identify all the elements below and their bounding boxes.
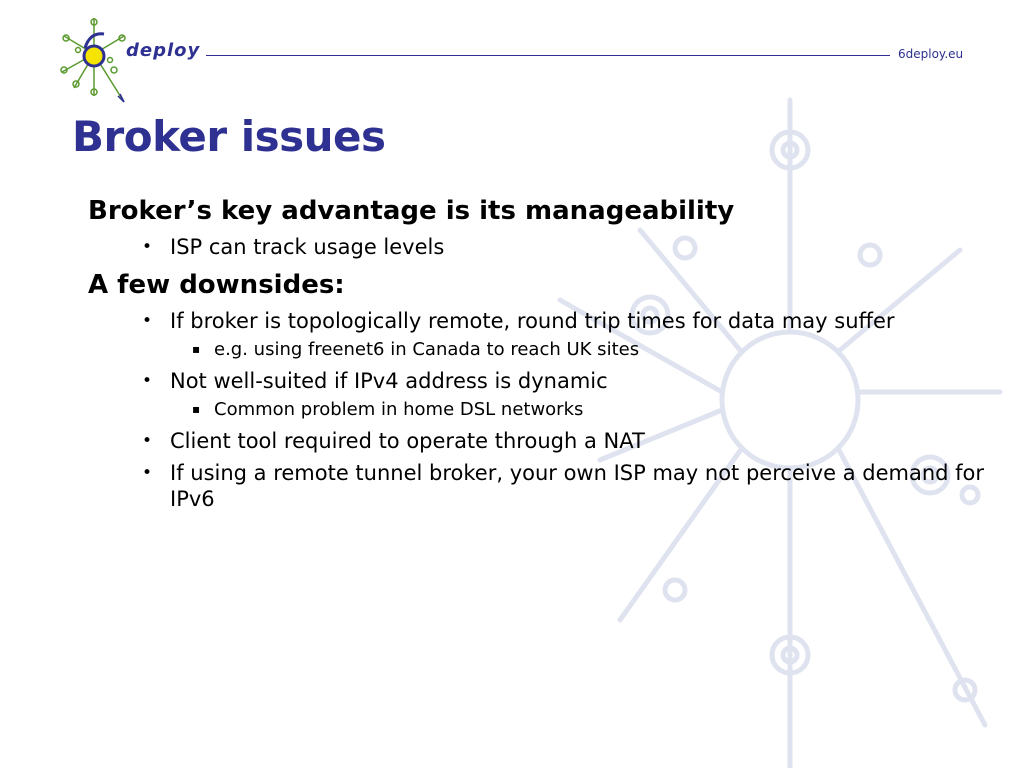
- bullet-item: [88, 234, 988, 260]
- heading-key-advantage: Broker’s key advantage is its manageability: [88, 196, 735, 226]
- bullet-text: Client tool required to operate through a NAT: [170, 429, 645, 453]
- sub-bullet-item: [88, 338, 988, 362]
- bullet-text: Not well-suited if IPv4 address is dynamic: [170, 369, 608, 393]
- slide-body: [88, 194, 988, 512]
- bullet-icon: •: [142, 371, 153, 391]
- bullet-item: [88, 460, 988, 512]
- square-bullet-icon: ▪: [192, 402, 201, 416]
- square-bullet-icon: ▪: [192, 342, 201, 356]
- bullet-item: [88, 308, 988, 334]
- bullet-icon: •: [142, 431, 153, 451]
- bullet-item: [88, 368, 988, 394]
- bullet-icon: •: [142, 237, 153, 257]
- bullet-text: If using a remote tunnel broker, your own ISP may not perceive a demand for IPv6: [170, 461, 985, 511]
- bullet-icon: •: [142, 311, 153, 331]
- bullet-text: ISP can track usage levels: [170, 235, 445, 259]
- bullet-text: If broker is topologically remote, round trip times for data may suffer: [170, 309, 895, 333]
- sub-bullet-text: Common problem in home DSL networks: [214, 399, 584, 420]
- site-url: 6deploy.eu: [898, 47, 964, 61]
- sub-bullet-item: [88, 398, 988, 422]
- header-rule: [206, 55, 890, 56]
- slide-title: Broker issues: [72, 112, 386, 161]
- bullet-icon: •: [142, 463, 153, 483]
- bullet-item: [88, 428, 988, 454]
- heading-downsides: A few downsides:: [88, 270, 345, 300]
- sub-bullet-text: e.g. using freenet6 in Canada to reach UK sites: [214, 339, 640, 360]
- logo-wordmark: deploy: [126, 40, 201, 61]
